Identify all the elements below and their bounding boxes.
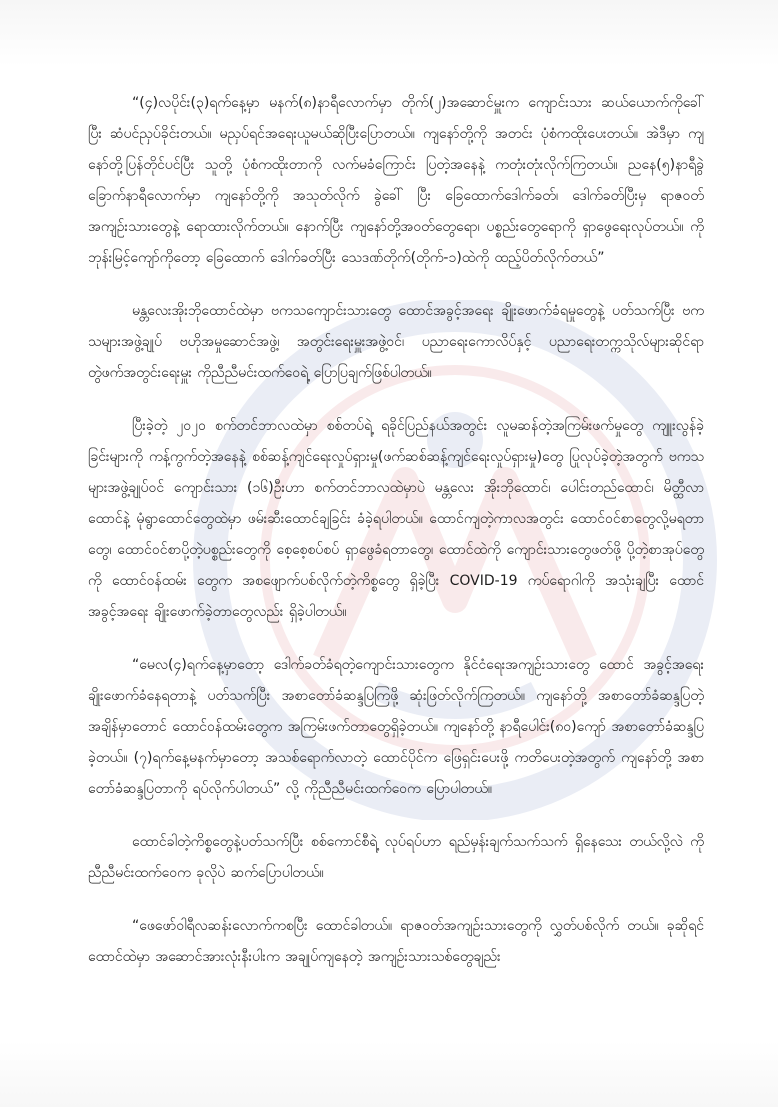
body-paragraph-3: ပြီးခဲ့တဲ့ ၂၀၂၀ စက်တင်ဘာလထဲမှာ စစ်တပ်ရဲ့ ရခိုင်ပြည်နယ်အတွင်း လူမဆန်တဲ့အကြမ်းဖက်မှုတွေ ကျူးလွန်ခဲ့ခြင်းများကို ကန့်ကွက်တဲ့အနေနဲ့ စစ်ဆန့်ကျင်ရေးလှုပ်ရှားမှု(ဖက်ဆစ်ဆန့်ကျင်ရေးလှုပ်ရှားမှု)တွေ ပြုလုပ်ခဲ့တဲ့အတွက် ဗကသများအဖွဲ့ချုပ်ဝင် ကျောင်းသား (၁၆)ဦးဟာ စက်တင်ဘာလထဲမှာပဲ မန္တလေး အိုးဘိုထောင်၊ ပေါင်းတည်ထောင်၊ မိတ္ထီလာထောင်နဲ့ မုံရွာထောင်တွေထဲမှာ ဖမ်းဆီးထောင်ချခြင်း ခံခဲ့ရပါတယ်။ ထောင်ကျတဲ့ကာလအတွင်း ထောင်ဝင်စာတွေလို့မရတာတွေ၊ ထောင်ဝင်စာပို့တဲ့ပစ္စည်းတွေကို စေ့စေ့စပ်စပ် ရှာဖွေခံရတာတွေ၊ ထောင်ထဲကို ကျောင်းသားတွေဖတ်ဖို့ ပို့တဲ့စာအုပ်တွေကို ထောင်ဝန်ထမ်း တွေက အစဖျောက်ပစ်လိုက်တဲ့ကိစ္စတွေ ရှိခဲ့ပြီး COVID-19 ကပ်ရောဂါကို အသုံးချပြီး ထောင်အခွင့်အရေး ချိုးဖောက်ခဲ့တာတွေလည်း ရှိခဲ့ပါတယ်။	[88, 418, 704, 620]
article-body	[88, 88, 704, 995]
body-paragraph-5: ထောင်ခါတဲ့ကိစ္စတွေနဲ့ပတ်သက်ပြီး စစ်ကောင်စီရဲ့ လုပ်ရပ်ဟာ ရည်မှန်းချက်သက်သက် ရှိနေသေး တယ်လို့လဲ ကိုညီညီမင်းထက်ဝေက ခုလိုပဲ ဆက်ပြောပါတယ်။	[88, 834, 704, 881]
body-paragraph-2: မန္တလေးအိုးဘိုထောင်ထဲမှာ ဗကသကျောင်းသားတွေ ထောင်အခွင့်အရေး ချိုးဖောက်ခံရမှုတွေနဲ့ ပတ်သက်ပြီး ဗကသများအဖွဲ့ချုပ် ဗဟိုအမှုဆောင်အဖွဲ့၊ အတွင်းရေးမှူးအဖွဲ့ဝင်၊ ပညာရေးကောလိပ်နှင့် ပညာရေးတက္ကသိုလ်များဆိုင်ရာတွဲဖက်အတွင်းရေးမှူး ကိုညီညီမင်းထက်ဝေရဲ့ ပြောပြချက်ဖြစ်ပါတယ်။	[88, 303, 704, 381]
quote-paragraph-1: “(၄)လပိုင်း(၃)ရက်နေ့မှာ မနက်(၈)နာရီလောက်မှာ တိုက်(၂)အဆောင်မှူးက ကျောင်းသား ဆယ်ယောက်ကိုခေါ် ပြီး ဆံပင်ညှပ်ခိုင်းတယ်။ မညှပ်ရင်အရေးယူမယ်ဆိုပြီးပြောတယ်။ ကျနော်တို့ကို အတင်း ပုံစံကထိုးပေးတယ်။ အဲဒီမှာ ကျနော်တို့ပြန်တိုင်ပင်ပြီး သူတို့ ပုံစံကထိုးတာကို လက်မခံကြောင်း ပြတဲ့အနေနဲ့ ကတုံးတုံးလိုက်ကြတယ်။ ညနေ(၅)နာရီခွဲ ခြောက်နာရီလောက်မှာ ကျနော်တို့ကို အသုတ်လိုက် ခွဲခေါ် ပြီး ခြေထောက်ဒေါက်ခတ်၊ ဒေါက်ခတ်ပြီးမှ ရာဇဝတ်အကျဉ်းသားတွေနဲ့ ရောထားလိုက်တယ်။ နောက်ပြီး ကျနော်တို့အဝတ်တွေရော၊ ပစ္စည်းတွေရောကို ရှာဖွေရေးလုပ်တယ်။ ကိုဘုန်းမြင့်ကျော်ကိုတော့ ခြေထောက် ဒေါက်ခတ်ပြီး သေဒဏ်တိုက်(တိုက်-၁)ထဲကို ထည့်ပိတ်လိုက်တယ်”	[88, 95, 704, 266]
quote-paragraph-6: “ဖေဖော်ဝါရီလဆန်းလောက်ကစပြီး ထောင်ခါတယ်။ ရာဇဝတ်အကျဉ်းသားတွေကို လွှတ်ပစ်လိုက် တယ်။ ခုဆိုရင် ထောင်ထဲမှာ အဆောင်အားလုံးနီးပါးက အချုပ်ကျနေတဲ့ အကျဉ်းသားသစ်တွေချည်း	[88, 918, 704, 965]
quote-paragraph-4: “မေလ(၄)ရက်နေ့မှာတော့ ဒေါက်ခတ်ခံရတဲ့ကျောင်းသားတွေက နိုင်ငံရေးအကျဉ်းသားတွေ ထောင် အခွင့်အရေး ချိုးဖောက်ခံနေရတာနဲ့ ပတ်သက်ပြီး အစာတော်ခံဆန္ဒပြကြဖို့ ဆုံးဖြတ်လိုက်ကြတယ်။ ကျနော်တို့ အစာတော်ခံဆန္ဒပြတဲ့ အချိန်မှာတောင် ထောင်ဝန်ထမ်းတွေက အကြမ်းဖက်တာတွေရှိခဲ့တယ်။ ကျနော်တို့ နာရီပေါင်း(၈၀)ကျော် အစာတော်ခံဆန္ဒပြခဲ့တယ်။ (၇)ရက်နေ့မနက်မှာတော့ အသစ်ရောက်လာတဲ့ ထောင်ပိုင်က ဖြေရှင်းပေးဖို့ ကတိပေးတဲ့အတွက် ကျနော်တို့ အစာတော်ခံဆန္ဒပြတာကို ရပ်လိုက်ပါတယ်” လို့ ကိုညီညီမင်းထက်ဝေက ပြောပါတယ်။	[88, 657, 704, 797]
